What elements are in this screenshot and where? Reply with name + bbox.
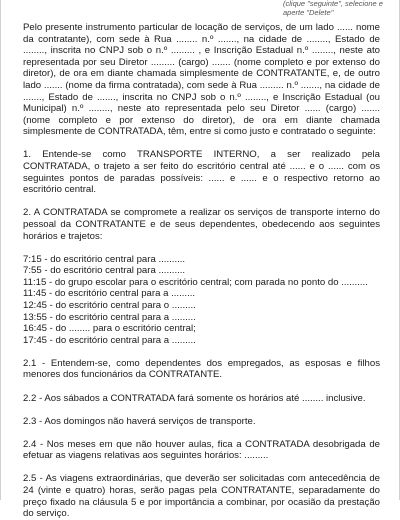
clause-2-4: 2.4 - Nos meses em que não houver aulas, fica a CONTRATADA desobrigada de efetuar as viagens relativas aos seguintes horários: ......... (23, 438, 380, 462)
schedule-item: 11:45 - do escritório central para a ......... (23, 288, 196, 300)
clause-2-3: 2.3 - Aos domingos não haverá serviços de transporte. (23, 415, 256, 427)
schedule-item: 12:45 - do escritório central para o ......... (23, 299, 196, 311)
schedule-item: 16:45 - do ........ para o escritório central; (23, 323, 196, 335)
schedule-item: 7:55 - do escritório central para .......... (23, 265, 186, 277)
clause-1: 1. Entende-se como TRANSPORTE INTERNO, a ser realizado pela CONTRATADA, o trajeto a ser feito do escritório central até ...... e o ...... com os seguintes pontos de paradas possíveis: ...... e ...... e o respectivo retorno ao escritório central. (23, 149, 380, 196)
schedule-item: 13:55 - do escritório central para a ......... (23, 311, 196, 323)
clause-2-2: 2.2 - Aos sábados a CONTRATADA fará somente os horários até ........ inclusive. (23, 392, 366, 404)
clause-2: 2. A CONTRATADA se compromete a realizar os serviços de transporte interno do pessoal da CONTRATANTE e de seus dependentes, obedecendo aos seguintes horários e trajetos: (23, 207, 380, 242)
edit-hint (283, 0, 393, 17)
schedule-item: 7:15 - do escritório central para .......... (23, 253, 186, 265)
intro-paragraph: Pelo presente instrumento particular de locação de serviços, de um lado ...... nome da contratante), com sede à Rua ........ n.º ......., na cidade de ........, Estado de ........, inscrita no CNPJ sob o n.º ......... , e Inscrição Estadual n.º ........, neste ato representada por seu Diretor ......... (cargo) ....... (nome completo e por extenso do diretor), de ora em diante chamada simplesmente de CONTRATANTE, e, de outro lado ....... (nome da firma contratada), com sede à Rua ......... n.º ......., na cidade de ......., Estado de ......., inscrita no CNPJ sob o n.º ........, e Inscrição Estadual (ou Municipal) n.º ........, neste ato representada pelo seu Diretor ...... (cargo) ....... (nome completo e por extenso do diretor), de ora em diante chamada simplesmente de CONTRATADA, têm, entre si como justo e contratado o seguinte: (23, 22, 380, 138)
contract-body (23, 22, 380, 520)
schedule-item: 11:15 - do grupo escolar para o escritório central; com parada no ponto do .......... (23, 276, 368, 288)
schedule-item: 17:45 - do escritório central para a ......... (23, 334, 196, 346)
edit-hint-line-2: aperte "Delete" (283, 8, 334, 17)
schedule-list (23, 254, 380, 347)
edit-hint-line-1: (clique "seguinte", selecione e (283, 0, 383, 8)
clause-2-1: 2.1 - Entendem-se, como dependentes dos empregados, as esposas e filhos menores dos funcionários da CONTRATANTE. (23, 357, 380, 381)
clause-2-5: 2.5 - As viagens extraordinárias, que deverão ser solicitadas com antecedência de 24 (vinte e quatro) horas, serão pagas pela CONTRATANTE, separadamente do preço fixado na cláusula 5 e por importância a combinar, por ocasião da prestação do serviço. (23, 473, 380, 520)
